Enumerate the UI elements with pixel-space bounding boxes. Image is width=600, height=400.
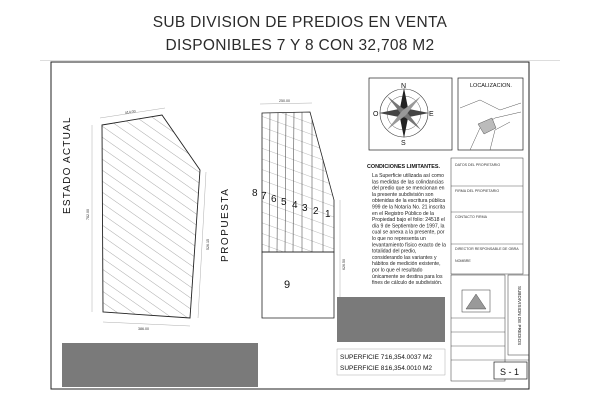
superficie-8-value: 16,354.0010 M2 [385,365,432,372]
lot-number-8: 8 [252,188,258,199]
estado-actual-label: ESTADO ACTUAL [62,116,73,214]
dim-bottom-label: 386.00 [138,327,149,331]
info-note-4: DIRECTOR RESPONSABLE DE OBRA [455,247,519,251]
condiciones-line: hábitos de medición existente, [372,261,441,268]
title-line-1: SUB DIVISION DE PREDIOS EN VENTA [152,14,448,31]
lot-number-5: 5 [281,197,287,208]
info-note-1: DATOS DEL PROPIETARIO [455,163,501,167]
condiciones-line: las medidas de las colindancias [372,179,444,186]
lot-number-6: 6 [271,194,277,205]
condiciones-line: totalidad del predio, [372,248,417,255]
lot-number-7: 7 [261,191,267,202]
condiciones-line: la presente subdivisión son [372,191,434,198]
compass-o: O [373,111,379,118]
condiciones-line: levantamiento físico exacto de la [372,242,446,249]
condiciones-line: en el Registro Público de la [372,210,435,217]
dim-top-label: 414.00 [124,109,137,115]
condiciones-line: 999 de la Notaría No. 21 inscrita [372,204,446,211]
lot-number-1: 1 [325,209,331,220]
localizacion-label: LOCALIZACION. [470,83,512,89]
dim-right-top-label: 250.00 [279,99,290,103]
propuesta-label: PROPUESTA [220,187,231,262]
info-note-5: NOMBRE [455,259,471,263]
condiciones-line: del predio que se mencionan en [372,185,445,192]
condiciones-line: Propiedad bajo el folio: 24518 el [372,217,445,224]
compass-n: N [401,83,407,90]
info-note-2: FIRMA DEL PROPIETARIO [455,189,500,193]
compass-s: S [401,140,406,147]
gray-box-right [337,297,445,342]
lot-number-4: 4 [292,200,298,211]
condiciones-title: CONDICIONES LIMITANTES. [367,164,440,170]
condiciones-line: día 9 de Septiembre de 1997, la [372,223,445,230]
condiciones-line: fines de cálculo de subdivisión. [372,280,443,287]
condiciones-line: La Superficie utilizada así como [372,173,444,179]
condiciones-line: obtenidas de la escritura pública [372,198,446,205]
subdivision-label: SUBDIVISION DE PREDIOS [517,286,522,346]
superficie-7-label: SUPERFICIE 7: [340,354,387,361]
dim-left-label: 782.00 [86,209,90,220]
lot-number-2: 2 [313,206,319,217]
condiciones-line: únicamente se destina para los [372,273,443,280]
condiciones-line: considerando las variantes y [372,254,437,261]
lot-number-3: 3 [302,203,308,214]
superficie-7-value: 16,354.0037 M2 [385,354,432,361]
sheet-code: S - 1 [500,367,520,377]
info-note-3: CONTACTO FIRMA [455,215,488,219]
gray-box-left [62,343,258,387]
compass-e: E [429,111,434,118]
condiciones-line: cual se anexa a la presente, por [372,229,445,236]
lot-number-9: 9 [284,279,291,291]
superficie-8-label: SUPERFICIE 8: [340,365,387,372]
condiciones-line: por lo que el resultado [372,267,423,274]
dim-right-side-label: 626.50 [342,259,346,270]
title-line-2: DISPONIBLES 7 Y 8 CON 32,708 M2 [165,37,435,54]
condiciones-line: lo que no representa un [372,236,426,242]
dim-right-label: 526.15 [206,239,210,250]
